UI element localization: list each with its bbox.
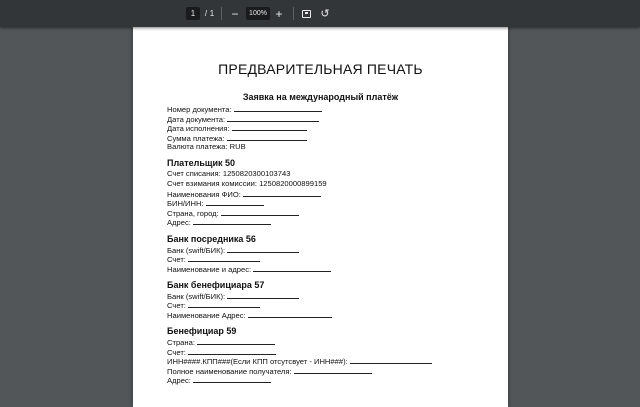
toolbar-divider [293, 7, 294, 20]
beneficiary-bank-name-address: Наименование Адрес: [167, 310, 497, 320]
payer-bin: БИН/ИНН: [167, 198, 497, 208]
intermediary-bank-name-address: Наименование и адрес: [167, 264, 497, 274]
beneficiary-bank-swift: Банк (swift/БИК): [167, 291, 497, 301]
pdf-toolbar [0, 0, 640, 27]
section-beneficiary-bank-title: Банк бенефициара 57 [167, 279, 265, 290]
document-title: ПРЕДВАРИТЕЛЬНАЯ ПЕЧАТЬ [218, 61, 423, 77]
beneficiary-country: Страна: [167, 337, 497, 347]
payer-country-city: Страна, город: [167, 208, 497, 218]
page-separator: / [204, 9, 208, 18]
beneficiary-inn-kpp: ИНН####.КПП###(Если КПП отсутсвует - ИНН###): [167, 356, 497, 366]
document-content [167, 104, 497, 385]
intermediary-bank-account: Счет: [167, 254, 497, 264]
payer-name: Наименования ФИО: [167, 189, 497, 199]
field-doc-date: Дата документа: [167, 114, 497, 124]
section-intermediary-bank-title: Банк посредника 56 [167, 233, 256, 244]
section-payer-title: Плательщик 50 [167, 158, 235, 169]
fit-to-page-icon [302, 10, 311, 18]
beneficiary-address: Адрес: [167, 375, 497, 385]
beneficiary-full-name: Полное наименование получателя: [167, 366, 497, 376]
field-amount: Сумма платежа: [167, 133, 497, 143]
beneficiary-account: Счет: [167, 347, 497, 357]
rotate-button[interactable] [318, 0, 332, 27]
pdf-page [133, 27, 508, 407]
toolbar-divider [221, 7, 222, 20]
field-doc-number: Номер документа: [167, 104, 497, 114]
field-currency: Валюта платежа: RUB [167, 142, 246, 152]
page-total: 1 [209, 9, 215, 18]
zoom-out-button[interactable]: − [231, 6, 239, 21]
page-number-input[interactable]: 1 [186, 7, 200, 20]
document-subtitle: Заявка на международный платёж [242, 92, 399, 102]
zoom-in-button[interactable]: + [275, 6, 283, 21]
payer-fee-account: Счет взимания комиссии: 1250820000899159 [167, 179, 327, 189]
field-exec-date: Дата исполнения: [167, 123, 497, 133]
fit-to-page-button[interactable] [299, 0, 313, 27]
rotate-counterclockwise-icon: ↺ [320, 8, 330, 20]
beneficiary-bank-account: Счет: [167, 300, 497, 310]
zoom-level-input[interactable]: 100% [246, 7, 270, 20]
section-beneficiary-title: Бенефициар 59 [167, 326, 237, 337]
payer-debit-account: Счет списания: 1250820300103743 [167, 169, 291, 179]
payer-address: Адрес: [167, 217, 497, 227]
intermediary-bank-swift: Банк (swift/БИК): [167, 245, 497, 255]
